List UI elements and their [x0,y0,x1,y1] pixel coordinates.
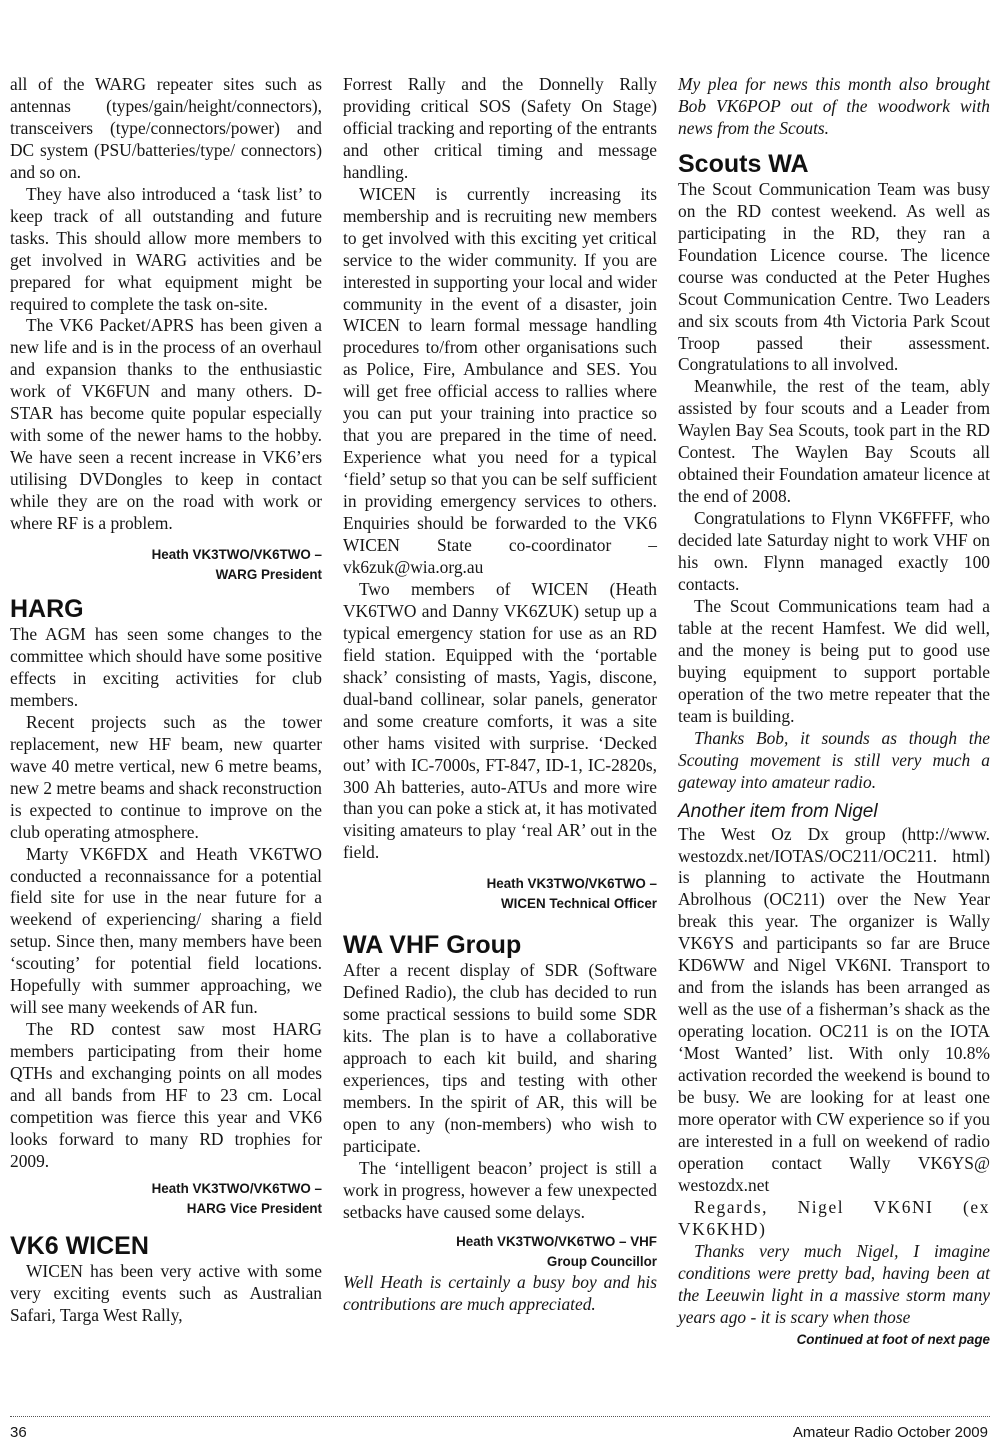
page-number: 36 [10,1424,27,1441]
harg-paragraph-3: Marty VK6FDX and Heath VK6TWO conducted a reconnaissance for a potential field site for use in the near future for a weekend of experiencing/ sharing a field setup. Since then, many members have been ‘scouting’ for potential field locations. Hopefully with summer approaching, we will see many weekends of AR fun. [10,843,322,1018]
column-1 [10,74,322,1327]
wicen-paragraph-4: Two members of WICEN (Heath VK6TWO and Danny VK6ZUK) setup up a typical emergency station for use as an RD field station. Equipped with the ‘portable shack’ consisting of masts, Yagis, discone, dual-band collinear, solar panels, generator and some creature comforts, it was a site other hams visited with surprise. ‘Decked out’ with IC-7000s, FT-847, ID-1, IC-2820s, 300 Ah batteries, auto-ATUs and more wire than you can poke a stick at, it has motivated visiting amateurs to play ‘real AR’ out in the field. [343,578,657,863]
signature-role: WARG President [215,567,322,583]
vhf-paragraph-2: The ‘intelligent beacon’ project is still a work in progress, however a few unexpected setbacks have caused some delays. [343,1157,657,1222]
scouts-paragraph-4: The Scout Communications team had a table at the recent Hamfest. We did well, and the money is being put to good use buying equipment to support portable operation of the two metre repeater that the team is building. [678,595,990,726]
wicen-heading: VK6 WICEN [10,1231,149,1260]
signature-name: Heath VK3TWO/VK6TWO – [151,547,322,563]
scouts-paragraph-1: The Scout Communication Team was busy on the RD contest weekend. As well as participating in the RD, they ran a Foundation Licence course. The licence course was conducted at the Peter Hughes Scout Communication Centre. Two Leaders and six scouts from 4th Victoria Park Scout Troop passed their assessment. Congratulations to all involved. [678,178,990,375]
editor-comment-2: My plea for news this month also brought Bob VK6POP out of the woodwork with news from the Scouts. [678,74,990,138]
wicen-paragraph-2: Forrest Rally and the Donnelly Rally providing critical SOS (Safety On Stage) official tracking and reporting of the entrants and other critical timing and message handling. [343,74,657,182]
warg-paragraph-2: They have also introduced a ‘task list’ to keep track of all outstanding and future tasks. This should allow more members to get involved in WARG activities and be prepared for what equipment might be required to complete the task on-site. [10,183,322,314]
signature-role: WICEN Technical Officer [500,896,657,912]
harg-signature [10,1179,322,1219]
signature-name: Heath VK3TWO/VK6TWO – [151,1180,322,1196]
editor-comment-4: Thanks very much Nigel, I imagine conditions were pretty bad, having been at the Leeuwin light in a massive storm many years ago - it is scary when those [678,1240,990,1327]
column-2 [343,74,657,1316]
harg-heading: HARG [10,595,84,624]
wicen-paragraph-3: WICEN is currently increasing its membership and is recruiting new members to get involved with this exciting yet critical service to the wider community. If you are interested in supporting your local and wider community in the event of a disaster, join WICEN to learn formal message handling procedures to/from other organisations such as Police, Fire, Ambulance and SES. You will get free official access to rallies where you can put your training into practice so that you are prepared in the time of need. Experience what you need for a typical ‘field’ setup so that you can be self sufficient in providing emergency services to others. Enquiries should be forwarded to the VK6 WICEN State co-coordinator – vk6zuk@wia.org.au [343,183,657,577]
harg-paragraph-1: The AGM has seen some changes to the committee which should have some positive effects in exciting activities for club members. [10,624,322,710]
vhf-signature [343,1232,657,1272]
harg-paragraph-4: The RD contest saw most HARG members participating from their home QTHs and exchanging points on all modes and all bands from HF to 23 cm. Local competition was fierce this year and VK6 looks forward to many RD trophies for 2009. [10,1019,322,1171]
signature-name: Heath VK3TWO/VK6TWO – [486,876,657,892]
signature-name: Heath VK3TWO/VK6TWO – VHF [456,1233,657,1249]
wicen-signature [343,874,657,914]
column-3 [678,74,990,1349]
signature-role: Group Councillor [546,1253,657,1269]
publication-title: Amateur Radio October 2009 [792,1424,988,1441]
warg-signature [10,545,322,585]
signature-role: HARG Vice President [186,1200,322,1216]
wicen-paragraph-1: WICEN has been very active with some very exciting events such as Australian Safari, Targa West Rally, [10,1260,322,1325]
editor-comment-1: Well Heath is certainly a busy boy and his contributions are much appreciated. [343,1271,657,1314]
editor-comment-3: Thanks Bob, it sounds as though the Scouting movement is still very much a gateway into amateur radio. [678,727,990,792]
warg-paragraph-3: The VK6 Packet/APRS has been given a new life and is in the process of an overhaul and expansion thanks to the enthusiastic work of VK6FUN and many others. D-STAR has become quite popular especially with some of the newer hams to the hobby. We have seen a recent increase in VK6’ers utilising DVDongles to keep in contact while they are on the road with work or where RF is a problem. [10,315,322,534]
wa-vhf-heading: WA VHF Group [343,931,522,960]
nigel-paragraph-1: The West Oz Dx group (http://www. westozdx.net/IOTAS/OC211/OC211. html) is planning to activate the Houtmann Abrolhous (OC211) over the New Year break this year. The organizer is Wally VK6YS and participants so far are Bruce KD6WW and Nigel VK6NI. Transport to and from the islands has been arranged as well as the use of a fisherman’s shack as the operating location. OC211 is on the IOTA ‘Most Wanted’ list. With only 10.8% activation recorded the weekend is bound to be busy. We are looking for at least one more operator with CW experience so if you are interested in a full on weekend of radio operation contact Wally VK6YS@ westozdx.net [678,823,990,1195]
nigel-heading: Another item from Nigel [678,800,878,822]
nigel-regards: Regards, Nigel VK6NI (ex VK6KHD) [678,1196,990,1239]
harg-paragraph-2: Recent projects such as the tower replacement, new HF beam, new quarter wave 40 metre vertical, new 6 metre beams, new 2 metre beams and shack reconstruction is expected to continue to improve on the club operating atmosphere. [10,711,322,842]
warg-paragraph-1: all of the WARG repeater sites such as antennas (types/gain/height/connectors), transceivers (type/connectors/power) and DC system (PSU/batteries/type/ connectors) and so on. [10,74,322,182]
continued-note: Continued at foot of next page [796,1332,990,1348]
scouts-wa-heading: Scouts WA [678,149,809,178]
vhf-paragraph-1: After a recent display of SDR (Software Defined Radio), the club has decided to run some practical sessions to build some SDR kits. The plan is to have a collaborative approach to each kit build, and sharing experiences, tips and testing with other members. In the spirit of AR, this will be open to any (non-members) who wish to participate. [343,960,657,1156]
scouts-paragraph-3: Congratulations to Flynn VK6FFFF, who decided late Saturday night to work VHF on his own. Flynn managed exactly 100 contacts. [678,508,990,595]
scouts-paragraph-2: Meanwhile, the rest of the team, ably assisted by four scouts and a Leader from Waylen Bay Sea Scouts, took part in the RD Contest. The Waylen Bay Scouts all obtained their Foundation amateur licence at the end of 2008. [678,376,990,507]
footer-rule [10,1416,990,1417]
